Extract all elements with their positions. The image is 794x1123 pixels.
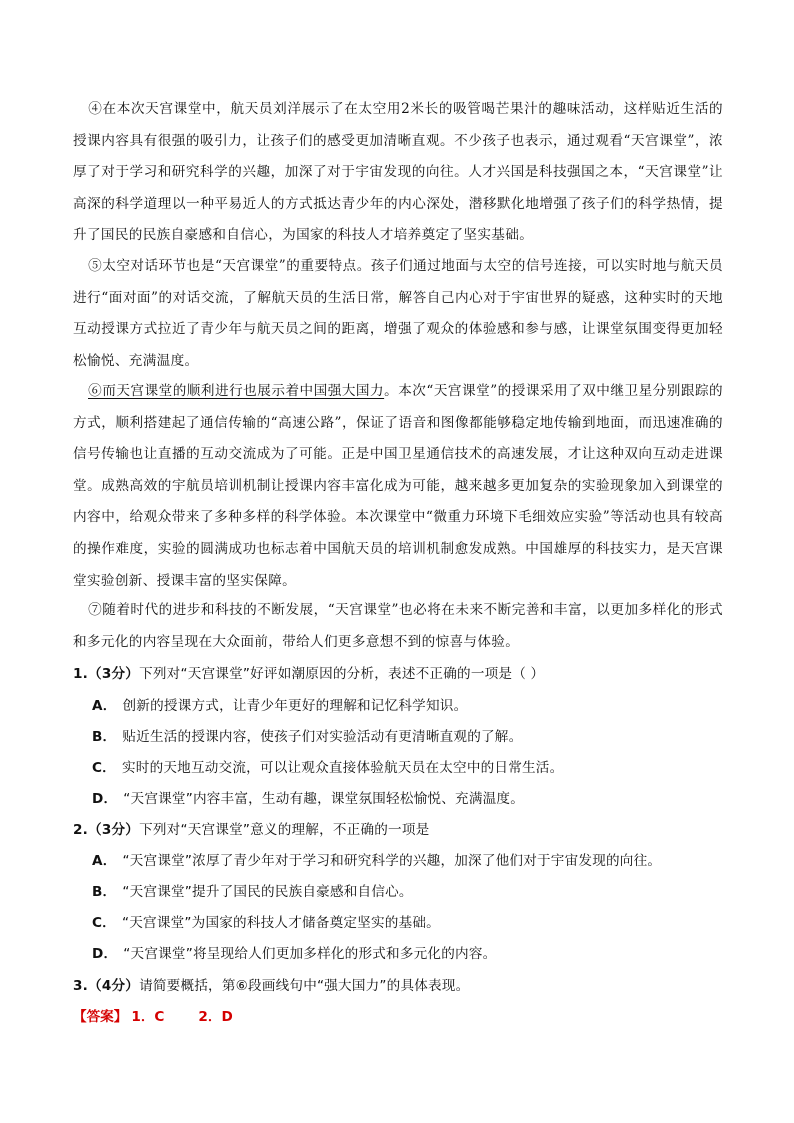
option-text: “天宫课堂”为国家的科技人才储备奠定坚实的基础。: [121, 915, 440, 931]
underlined-sentence: ⑥而天宫课堂的顺利进行也展示着中国强大国力: [88, 383, 385, 399]
question-1: [73, 662, 733, 682]
answer-tag: 【答案】: [73, 1009, 128, 1025]
option-key: A．: [92, 698, 117, 714]
option-key: D．: [92, 946, 118, 962]
option-text: 创新的授课方式，让青少年更好的理解和记忆科学知识。: [122, 698, 468, 714]
question-score: （3分）: [88, 666, 140, 682]
option-2a: [92, 849, 732, 869]
option-key: C．: [92, 915, 116, 931]
question-stem: 下列对“天宫课堂”意义的理解，不正确的一项是: [139, 822, 430, 838]
option-text: “天宫课堂”提升了国民的民族自豪感和自信心。: [122, 884, 413, 900]
option-key: B．: [92, 884, 117, 900]
paragraph-7: [73, 595, 723, 658]
question-2: [73, 818, 733, 838]
paragraph-7-text: ⑦随着时代的进步和科技的不断发展，“天宫课堂”也必将在未来不断完善和丰富，以更加多样化的形式和多元化的内容呈现在大众面前，带给人们更多意想不到的惊喜与体验。: [73, 602, 723, 650]
option-text: 贴近生活的授课内容，使孩子们对实验活动有更清晰直观的了解。: [122, 729, 523, 745]
option-text: “天宫课堂”将呈现给人们更加多样化的形式和多元化的内容。: [123, 946, 497, 962]
question-stem: 下列对“天宫课堂”好评如潮原因的分析，表述不正确的一项是（ ）: [139, 666, 545, 682]
option-2c: [92, 911, 732, 931]
option-text: “天宫课堂”内容丰富，生动有趣，课堂氛围轻松愉悦、充满温度。: [123, 791, 524, 807]
option-text: “天宫课堂”浓厚了青少年对于学习和研究科学的兴趣，加深了他们对于宇宙发现的向往。: [122, 853, 662, 869]
answer-1: 1．C: [131, 1009, 165, 1025]
option-1d: [92, 787, 732, 807]
option-2b: [92, 880, 732, 900]
option-key: A．: [92, 853, 117, 869]
question-score: （4分）: [88, 978, 140, 994]
question-number: 2.: [73, 822, 89, 838]
paragraph-6-text: 。本次“天宫课堂”的授课采用了双中继卫星分别跟踪的方式，顺利搭建起了通信传输的“高速公路”，保证了语音和图像都能够稳定地传输到地面，而迅速准确的信号传输也让直播的互动交流成为了可能。正是中国卫星通信技术的高速发展，才让这种双向互动走进课堂。成熟高效的宇航员培训机制让授课内容丰富化成为可能，越来越多更加复杂的实验现象加入到课堂的内容中，给观众带来了多种多样的科学体验。本次课堂中“微重力环境下毛细效应实验”等活动也具有较高的操作难度，实验的圆满成功也标志着中国航天员的培训机制愈发成熟。中国雄厚的科技实力，是天宫课堂实验创新、授课丰富的坚实保障。: [73, 383, 723, 589]
paragraph-5: [73, 251, 723, 377]
answer-2: 2．D: [198, 1009, 233, 1025]
paragraph-6: [73, 376, 723, 597]
paragraph-5-text: ⑤太空对话环节也是“天宫课堂”的重要特点。孩子们通过地面与太空的信号连接，可以实时地与航天员进行“面对面”的对话交流，了解航天员的生活日常，解答自己内心对于宇宙世界的疑惑，这种实时的天地互动授课方式拉近了青少年与航天员之间的距离，增强了观众的体验感和参与感，让课堂氛围变得更加轻松愉悦、充满温度。: [73, 258, 723, 369]
option-1b: [92, 725, 732, 745]
option-text: 实时的天地互动交流，可以让观众直接体验航天员在太空中的日常生活。: [121, 760, 564, 776]
question-3: [73, 974, 733, 994]
question-score: （3分）: [88, 822, 140, 838]
question-number: 1.: [73, 666, 89, 682]
paragraph-4: [73, 94, 723, 252]
option-2d: [92, 942, 732, 962]
option-key: B．: [92, 729, 117, 745]
option-1a: [92, 694, 732, 714]
question-stem: 请简要概括，第⑥段画线句中“强大国力”的具体表现。: [139, 978, 470, 994]
question-number: 3.: [73, 978, 89, 994]
paragraph-4-text: ④在本次天宫课堂中，航天员刘洋展示了在太空用2米长的吸管喝芒果汁的趣味活动，这样贴近生活的授课内容具有很强的吸引力，让孩子们的感受更加清晰直观。不少孩子也表示，通过观看“天宫课堂”，浓厚了对于学习和研究科学的兴趣，加深了对于宇宙发现的向往。人才兴国是科技强国之本，“天宫课堂”让高深的科学道理以一种平易近人的方式抵达青少年的内心深处，潜移默化地增强了孩子们的科学热情，提升了国民的民族自豪感和自信心，为国家的科技人才培养奠定了坚实基础。: [73, 101, 723, 244]
answer-line: [73, 1005, 233, 1025]
option-1c: [92, 756, 732, 776]
option-key: D．: [92, 791, 118, 807]
option-key: C．: [92, 760, 116, 776]
